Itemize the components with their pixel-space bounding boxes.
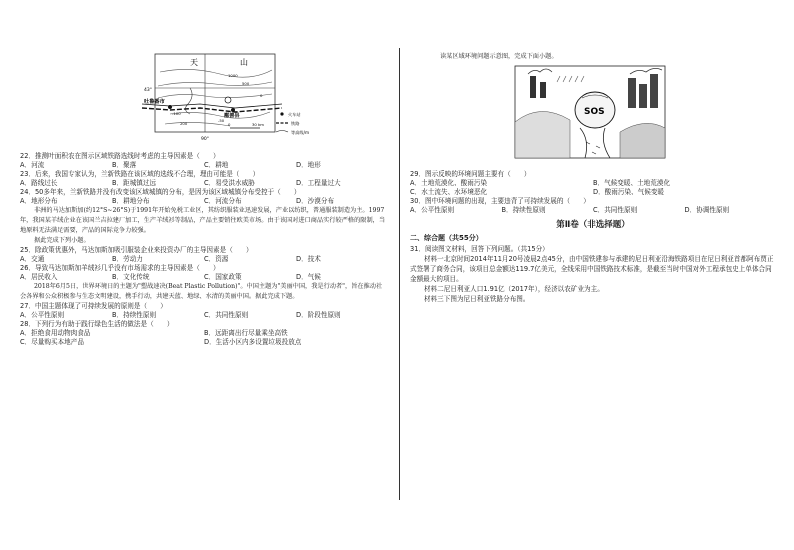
environment-cartoon (410, 62, 776, 170)
question-27-options (20, 311, 388, 320)
option: D．技术 (296, 255, 321, 263)
option: A．河流 (20, 161, 45, 169)
option: C．资源 (204, 255, 229, 263)
option: D．地形 (296, 161, 321, 169)
option: D．阶段性原则 (296, 311, 341, 319)
question-23: 23．后来，我国专家认为，兰新铁路在该区域的选线不合理，理由可能是（ ） (20, 170, 260, 178)
section-title: 第Ⅱ卷（非选择题） (556, 220, 630, 230)
left-column (20, 52, 388, 347)
contour-neg100-label: -100 (172, 111, 181, 116)
question-22: 22．推测叶面积农在图示区域铁路选线时考虑的主导因素是（ ） (20, 152, 220, 160)
question-24: 24．50多年来，兰新铁路并没有改变该区域城镇的分布，是因为该区域城镇分布受控于（ ） (20, 188, 301, 196)
scale-0-label: 0 (228, 122, 231, 127)
option: C．尽量购买本地产品 (20, 338, 84, 346)
county-label: 鄯善县 (224, 113, 240, 119)
option: D．沙漠分布 (296, 197, 335, 205)
option: A．地形分布 (20, 197, 58, 205)
column-divider (399, 48, 400, 500)
chimney-2 (540, 82, 546, 98)
option: C．共同性原则 (593, 206, 638, 214)
hill-right (620, 123, 665, 158)
question-28-options-row1 (20, 329, 388, 338)
option: B．气候变暖、土地荒漠化 (593, 179, 671, 187)
lat-label: 43° (144, 88, 152, 93)
option: D．酸雨污染、气候变暖 (593, 188, 665, 196)
contour-1000 (160, 69, 272, 77)
material-3: 材料三下图为尼日利亚铁路分布图。 (424, 295, 530, 303)
option: C．国家政策 (204, 273, 242, 281)
question-29-options-row1 (410, 179, 776, 188)
turpan-map (20, 52, 388, 152)
passage-environment-day: 2018年6月5日，世界环境日的主题为"塑战速决(Beat Plastic Pollution)"。中国主题为"美丽中国，我是行动者"，旨在推动社会各界和公众积极参与生态文明建设，携手行动，共建天蓝、地绿、水清的美丽中国。据此完成下题。 (20, 283, 383, 300)
building-3 (650, 74, 658, 108)
option: B．文化传统 (112, 273, 150, 281)
question-26: 26．导致马达加斯加羊绒衫几乎没有市场需求的主导因素是（ ） (20, 264, 220, 272)
option: A．公平性原则 (410, 206, 455, 214)
question-29-options-row2 (410, 188, 776, 197)
option: A．交通 (20, 255, 45, 263)
contour-500-label: 500 (242, 81, 250, 86)
option: A．公平性原则 (20, 311, 65, 319)
legend-station-label: 火车站 (288, 112, 301, 117)
river (185, 88, 192, 114)
question-30: 30．图中环境问题的出现，主要违背了可持续发展的（ ） (410, 197, 590, 205)
station-turpan (168, 105, 172, 109)
hill-left (515, 111, 570, 158)
scale-30-label: 30 km (252, 122, 264, 127)
legend-contour-label: 等高线/m (291, 130, 310, 135)
option: D．气候 (296, 273, 321, 281)
city-label: 吐鲁番市 (144, 99, 165, 105)
tianshan-left-label: 天 (190, 58, 198, 67)
option: C．河流分布 (204, 197, 242, 205)
legend-rail-label: 铁路 (291, 121, 300, 126)
question-25: 25．除政策优惠外，马达加斯加吸引服装企业来投资办厂的主导因素是（ ） (20, 246, 253, 254)
building-2 (639, 84, 647, 108)
option: C．共同性原则 (204, 311, 249, 319)
option: A．居民收入 (20, 273, 58, 281)
material-1: 材料一北京时间2014年11月20号凌晨2点45分，由中国铁建参与承建的尼日利亚沿海铁路项目在尼日利亚首都阿布贾正式签署了商务合同，该项目总金额达119.7亿美元，全线采用中国铁路技术标准，是截至当时中国对外工程承包史上单体合同金额最大的项目。 (410, 255, 774, 283)
question-27: 27．中国主题体现了可持续发展的原则是（ ） (20, 302, 167, 310)
option: B．持续性原则 (501, 206, 546, 214)
map-frame (155, 54, 275, 132)
contour-500 (158, 82, 272, 86)
right-column (410, 52, 776, 304)
tianshan-right-label: 山 (240, 58, 248, 67)
option: B．聚落 (112, 161, 137, 169)
question-22-options (20, 161, 388, 170)
question-28-options-row2 (20, 338, 388, 347)
legend-station-icon (280, 112, 283, 115)
contour-0 (158, 94, 272, 98)
question-29: 29．图示反映的环境问题主要有（ ） (410, 170, 531, 178)
option: B．远距离出行尽量乘坐高铁 (204, 329, 288, 337)
legend-contour-icon (276, 131, 288, 133)
chimney-1 (530, 76, 536, 98)
option: A．拒绝食用动物肉食品 (20, 329, 91, 337)
question-23-options (20, 179, 388, 188)
option: C．易受洪水威胁 (204, 179, 255, 187)
material-2: 材料二尼日利亚人口1.91亿（2017年），经济以农矿业为主。 (424, 285, 604, 293)
building-1 (628, 78, 636, 108)
question-31: 31．阅读图文材料，回答下列问题。（共15分） (410, 245, 549, 253)
cartoon-intro: 读某区域环境问题示意图，完成下面小题。 (440, 53, 558, 60)
question-28: 28．下列行为有助于践行绿色生活的做法是（ ） (20, 320, 174, 328)
option: D．协调性原则 (684, 206, 730, 214)
option: A．路线过长 (20, 179, 58, 187)
station-shanshan (231, 108, 235, 112)
option: C．耕地 (204, 161, 229, 169)
option: B．距城镇过远 (112, 179, 157, 187)
question-24-options (20, 197, 388, 206)
turpan-map-svg (20, 52, 388, 152)
option: B．劳动力 (112, 255, 143, 263)
environment-cartoon-svg (410, 62, 776, 162)
option: D．工程量过大 (296, 179, 341, 187)
option: B．持续性原则 (112, 311, 157, 319)
town-marker (225, 97, 231, 103)
contour-0-label: 0 (260, 93, 263, 98)
section-heading: 二、综合题（共55分） (410, 234, 483, 242)
question-30-options (410, 206, 776, 215)
contour-1000-label: 1000 (228, 73, 238, 78)
lon-label: 90° (201, 137, 209, 142)
question-25-options (20, 255, 388, 264)
contour-neg50-label: -50 (218, 118, 225, 123)
contour-200-label: 200 (180, 121, 188, 126)
railway-line (142, 108, 282, 112)
option: B．耕地分布 (112, 197, 150, 205)
passage-instruction: 据此完成下列小题。 (34, 237, 90, 244)
passage-madagascar: 非洲的马达加斯加(约12°S~26°S)于1991年开始免税工业区，其纺织服装业迅速发展，产业以纺织，普通服装制造为主。1997年，我国某羊绒企业在该国兰吉拉建厂加工，生产羊绒衫等制品，产品主要销往欧美市场。由于该国对进口商品实行较严格的限制，当地原料无法满足需要，产品的国际竞争力较强。 (20, 207, 386, 234)
sos-label: SOS (584, 107, 605, 117)
option: D．生活小区内多设置垃圾投放点 (204, 338, 302, 346)
option: A．土地荒漠化、酸雨污染 (410, 179, 488, 187)
option: C．水土流失、水环境恶化 (410, 188, 488, 196)
question-26-options (20, 273, 388, 282)
